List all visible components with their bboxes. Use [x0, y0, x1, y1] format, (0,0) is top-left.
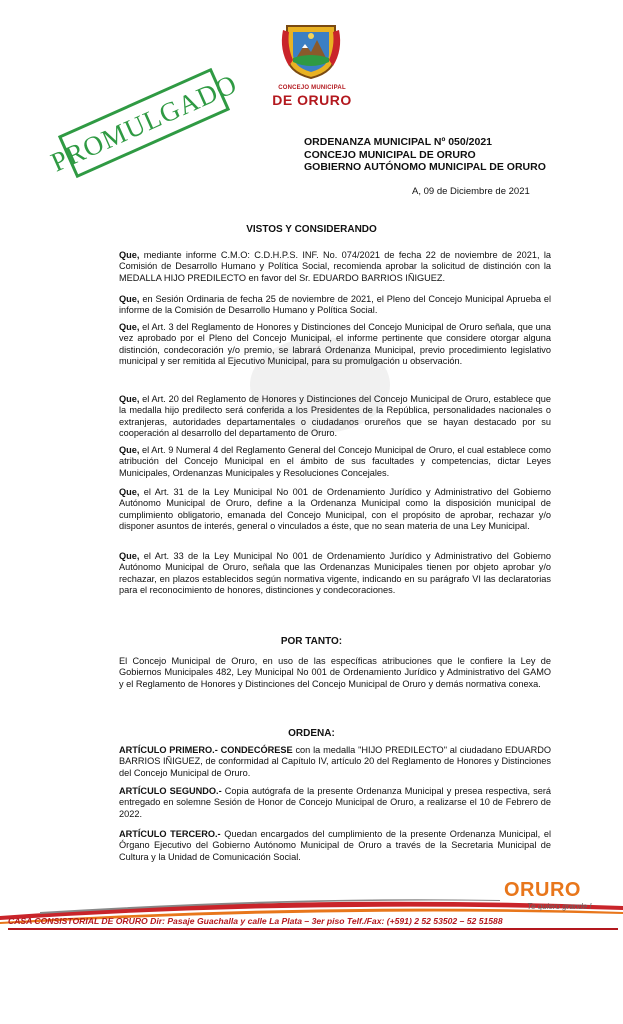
paragraph-lead: Que, — [119, 487, 140, 497]
paragraph-text: el Art. 3 del Reglamento de Honores y Distinciones del Concejo Municipal de Oruro señala, que una vez aprobado por el Pleno del Concejo Municipal, el informe pertinente que considere otorgar alguna distinción, condecoración y/o premio, se labrará Ordenanza Municipal, previo procedimiento legislativo municipal y ser remitida al Ejecutivo Municipal, para su promulgación u observación. — [119, 322, 551, 367]
paragraph-text: el Art. 31 de la Ley Municipal No 001 de Ordenamiento Jurídico y Administrativo del Gobierno Autónomo Municipal de Oruro, define a la Ordenanza Municipal como la disposición municipal de cumplimiento obligatorio, emanada del Concejo Municipal, con el propósito de aprobar, rechazar y/o disponer asuntos de interés, general o vinculados a éste, que no sean materia de una Ley Municipal. — [119, 487, 551, 532]
considerando-paragraph — [119, 394, 551, 440]
article-text: Copia autógrafa de la presente Ordenanza Municipal y presea respectiva, será entregado en solemne Sesión de Honor de Concejo Municipal de Oruro, a realizarse el 10 de Febrero de 2022. — [119, 786, 551, 819]
paragraph-text: mediante informe C.M.O: C.D.H.P.S. INF. No. 074/2021 de fecha 22 de noviembre de 2021, la Comisión de Desarrollo Humano y Política Social, recomienda aprobar la solicitud de distinción con la MEDALLA HIJO PREDILECTO en favor del Sr. EDUARDO BARRIOS IÑIGUEZ. — [119, 250, 551, 283]
section-title-ordena: ORDENA: — [288, 728, 335, 739]
article-paragraph — [119, 745, 551, 779]
considerando-paragraph — [119, 322, 551, 368]
paragraph-lead: Que, — [119, 322, 140, 332]
paragraph-lead: Que, — [119, 551, 140, 561]
considerando-paragraph — [119, 445, 551, 479]
logo-subtitle: CONCEJO MUNICIPAL — [278, 85, 346, 91]
ordinance-header — [304, 136, 546, 174]
logo-title: DE ORURO — [272, 92, 352, 108]
article-lead: ARTÍCULO SEGUNDO.- — [119, 786, 222, 796]
coat-of-arms-icon — [279, 20, 343, 80]
considerando-paragraph — [119, 551, 551, 597]
considerando-paragraph — [119, 294, 551, 317]
considerando-paragraph — [119, 487, 551, 533]
article-text: con la medalla "HIJO PREDILECTO" al ciudadano EDUARDO BARRIOS IÑIGUEZ, de conformidad al Capítulo IV, artículo 20 del Reglamento de Honores y Distinciones del Concejo Municipal de Oruro. — [119, 745, 551, 778]
ordinance-number: ORDENANZA MUNICIPAL Nº 050/2021 — [304, 136, 493, 148]
paragraph-text: el Art. 33 de la Ley Municipal No 001 de Ordenamiento Jurídico y Administrativo del Gobierno Autónomo Municipal de Oruro, señala que las Ordenanzas Municipales tienen por objeto aprobar y/o rechazar, en plazos establecidos según normativa vigente, indicando en su parágrafo VI las declaratorias para el reconocimiento de honores, distinciones y condecoraciones. — [119, 551, 551, 596]
paragraph-lead: Que, — [119, 394, 140, 404]
paragraph-text: el Art. 9 Numeral 4 del Reglamento General del Concejo Municipal de Oruro, el cual establece como atribución del Concejo Municipal en el ámbito de sus facultades y competencias, dictar Leyes Municipales, Ordenanzas Municipales y Resoluciones Concejales. — [119, 445, 551, 478]
article-paragraph — [119, 829, 551, 863]
article-text: Quedan encargados del cumplimiento de la presente Ordenanza Municipal, el Órgano Ejecutivo del Gobierno Autónomo Municipal de Oruro a través de la Secretaria Municipal de Cultura y la Unidad de Comunicación Social. — [119, 829, 552, 862]
section-title-vistos: VISTOS Y CONSIDERANDO — [246, 224, 377, 235]
article-paragraph — [119, 786, 551, 820]
paragraph-text: el Art. 20 del Reglamento de Honores y Distinciones del Concejo Municipal de Oruro, establece que la medalla hijo predilecto será conferida a los Presidentes de la República, personalidades nacionales o extranjeras, autoridades departamentales o ciudadanos orureños que se hayan destacado por su cooperación al desarrollo del departamento de Oruro. — [119, 394, 551, 439]
oruro-brand-logo: ORURO — [504, 879, 581, 901]
brand-tagline: Te quiero grande ! — [527, 902, 592, 911]
promulgado-stamp: PROMULGADO — [46, 68, 242, 178]
paragraph-text: en Sesión Ordinaria de fecha 25 de noviembre de 2021, el Pleno del Concejo Municipal Aprueba el informe de la Comisión de Desarrollo Humano y Política Social. — [119, 294, 551, 316]
portanto-paragraph: El Concejo Municipal de Oruro, en uso de las específicas atribuciones que le confiere la Ley de Gobiernos Municipales 482, Ley Municipal No 001 de Ordenamiento Jurídico y Administrativo del GAMO y el Reglamento de Honores y Distinciones del Concejo Municipal de Oruro y demás normativa conexa. — [119, 656, 551, 689]
section-title-portanto: POR TANTO: — [280, 636, 343, 647]
footer-address: CASA CONSISTORIAL DE ORURO Dir: Pasaje Guachalla y calle La Plata – 3er piso Telf./Fax: (+591) 2 52 53502 – 52 51588 — [8, 916, 503, 926]
paragraph-lead: Que, — [119, 445, 140, 455]
considerando-paragraph — [119, 250, 551, 284]
paragraph-lead: Que, — [119, 294, 140, 304]
document-date: A, 09 de Diciembre de 2021 — [412, 186, 530, 197]
paragraph-lead: Que, — [119, 250, 140, 260]
article-lead: ARTÍCULO TERCERO.- — [119, 829, 221, 839]
council-name: CONCEJO MUNICIPAL DE ORURO — [304, 148, 476, 161]
article-lead: ARTÍCULO PRIMERO.- CONDECÓRESE — [119, 745, 293, 755]
footer-divider — [8, 928, 618, 930]
government-name: GOBIERNO AUTÓNOMO MUNICIPAL DE ORURO — [304, 161, 546, 173]
